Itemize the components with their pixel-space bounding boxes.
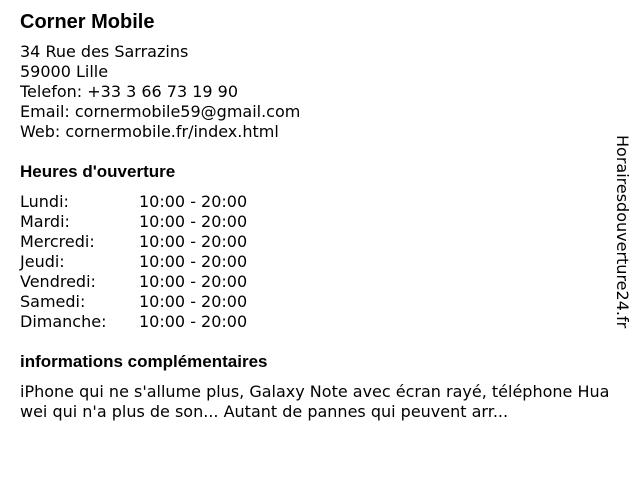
- business-card: [20, 10, 620, 422]
- hours-row-monday: [20, 192, 620, 212]
- opening-hours-heading: Heures d'ouverture: [20, 162, 176, 181]
- time-range: 10:00 - 20:00: [139, 272, 248, 291]
- time-range: 10:00 - 20:00: [139, 292, 248, 311]
- address-city: 59000 Lille: [20, 62, 109, 81]
- day-label: Dimanche:: [20, 312, 107, 331]
- day-label: Mercredi:: [20, 232, 95, 251]
- day-label: Mardi:: [20, 212, 70, 231]
- contact-block: [20, 42, 620, 142]
- hours-row-sunday: [20, 312, 620, 332]
- day-label: Lundi:: [20, 192, 69, 211]
- time-range: 10:00 - 20:00: [139, 232, 248, 251]
- hours-row-tuesday: [20, 212, 620, 232]
- day-label: Samedi:: [20, 292, 86, 311]
- phone-line: Telefon: +33 3 66 73 19 90: [20, 82, 239, 101]
- day-label: Jeudi:: [20, 252, 65, 271]
- time-range: 10:00 - 20:00: [139, 192, 248, 211]
- day-label: Vendredi:: [20, 272, 96, 291]
- additional-info-text: iPhone qui ne s'allume plus, Galaxy Note avec écran rayé, téléphone Huawei qui n'a plus de son... Autant de pannes qui peuvent arr...: [20, 382, 610, 421]
- time-range: 10:00 - 20:00: [139, 312, 248, 331]
- web-line: Web: cornermobile.fr/index.html: [20, 122, 279, 141]
- hours-row-saturday: [20, 292, 620, 312]
- time-range: 10:00 - 20:00: [139, 252, 248, 271]
- site-watermark: Horairesdouverture24.fr: [613, 135, 632, 329]
- business-name: Corner Mobile: [20, 11, 155, 33]
- hours-row-friday: [20, 272, 620, 292]
- address-street: 34 Rue des Sarrazins: [20, 42, 189, 61]
- hours-row-wednesday: [20, 232, 620, 252]
- opening-hours-table: [20, 192, 620, 332]
- email-line: Email: cornermobile59@gmail.com: [20, 102, 301, 121]
- additional-info-heading: informations complémentaires: [20, 352, 268, 371]
- time-range: 10:00 - 20:00: [139, 212, 248, 231]
- hours-row-thursday: [20, 252, 620, 272]
